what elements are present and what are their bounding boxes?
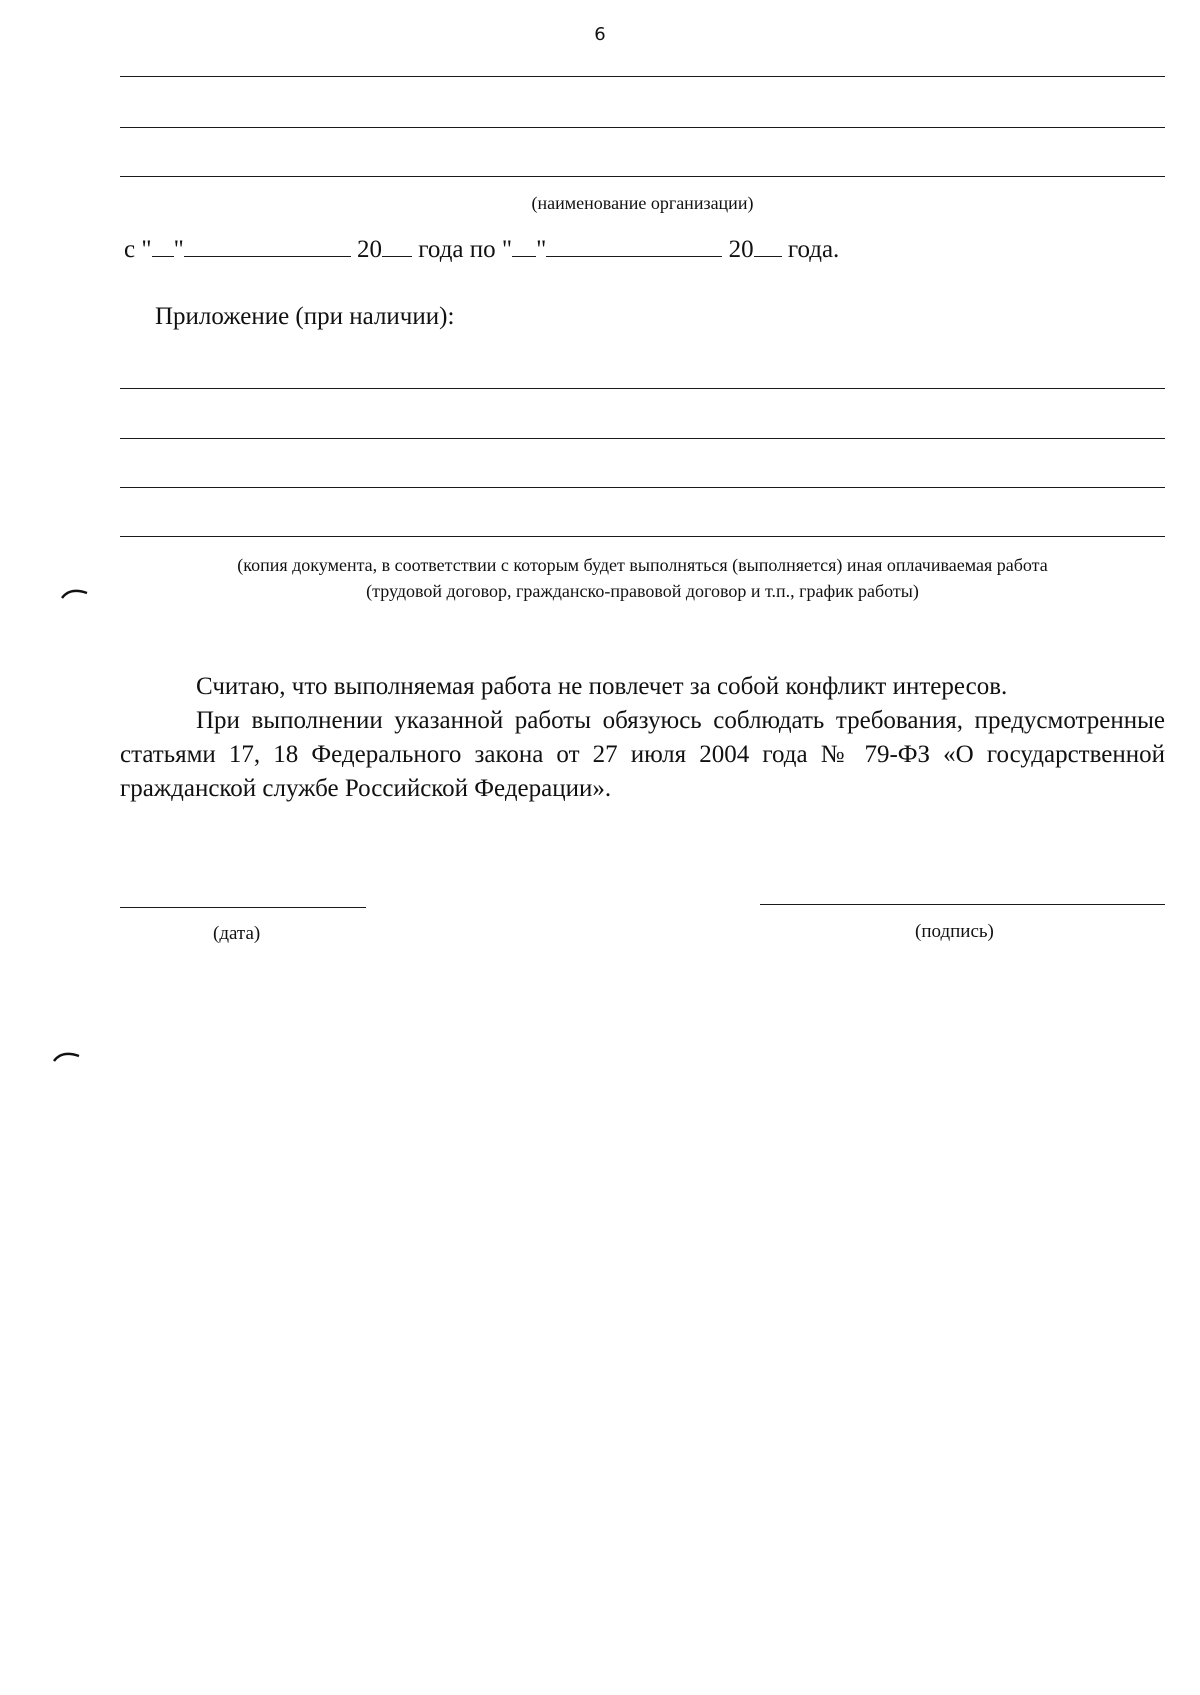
organization-line-3[interactable]: [120, 176, 1165, 177]
scan-mark: [52, 1048, 82, 1064]
period-line: [124, 236, 839, 264]
start-year-prefix: 20: [357, 236, 383, 263]
appendix-caption-line-2: (трудовой договор, гражданско-правовой договор и т.п., график работы): [366, 581, 919, 601]
end-year-field[interactable]: [754, 236, 782, 257]
date-line[interactable]: [120, 907, 366, 908]
appendix-line-2[interactable]: [120, 438, 1165, 439]
start-day-field[interactable]: [152, 236, 174, 257]
signature-caption: (подпись): [915, 921, 994, 942]
organization-line-1[interactable]: [120, 76, 1165, 77]
period-quote-close: ": [173, 236, 184, 263]
statement-paragraph-2: При выполнении указанной работы обязуюсь соблюдать требования, предусмотренные статьями 17, 18 Федерального закона от 27 июля 2004 года № 79-ФЗ «О государственной гражданской службе Российской Федерации».: [120, 707, 1165, 802]
end-month-field[interactable]: [546, 236, 722, 257]
start-year-field[interactable]: [382, 236, 412, 257]
signature-line[interactable]: [760, 904, 1165, 905]
appendix-line-4[interactable]: [120, 536, 1165, 537]
period-between: года по ": [418, 236, 513, 263]
date-caption: (дата): [213, 923, 261, 944]
appendix-line-3[interactable]: [120, 487, 1165, 488]
organization-line-2[interactable]: [120, 127, 1165, 128]
period-suffix: года.: [787, 236, 840, 263]
period-prefix: с ": [124, 236, 152, 263]
statement-paragraph-1: Считаю, что выполняемая работа не повлечет за собой конфликт интересов.: [196, 673, 1008, 700]
end-day-field[interactable]: [512, 236, 536, 257]
start-month-field[interactable]: [184, 236, 351, 257]
period-quote-close-2: ": [536, 236, 547, 263]
appendix-caption-line-1: (копия документа, в соответствии с которым будет выполняться (выполняется) иная оплачиваемая работа: [237, 555, 1048, 575]
organization-caption: (наименование организации): [531, 193, 754, 213]
appendix-heading: Приложение (при наличии):: [155, 303, 455, 330]
page-number: 6: [594, 24, 606, 45]
end-year-prefix: 20: [728, 236, 754, 263]
scan-mark: [60, 585, 90, 601]
appendix-line-1[interactable]: [120, 388, 1165, 389]
